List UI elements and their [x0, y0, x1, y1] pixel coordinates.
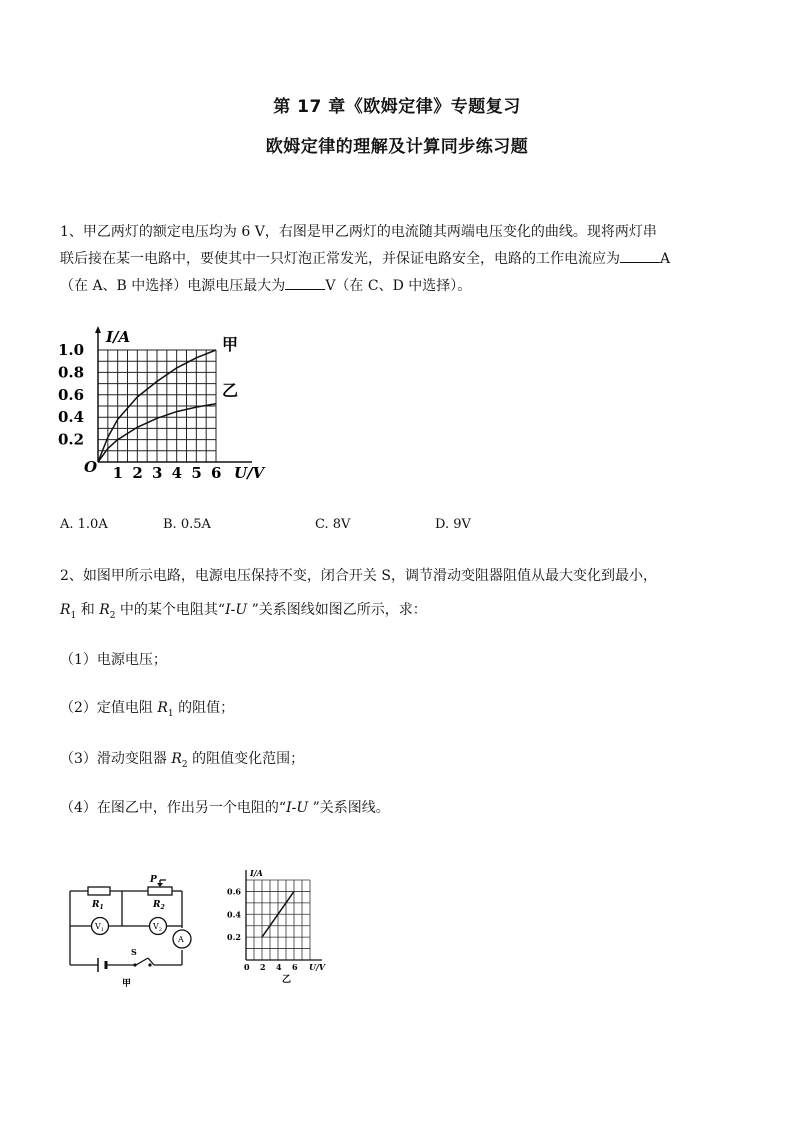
x-tick-label: 4: [276, 962, 282, 972]
label-a: A: [178, 935, 184, 944]
label-s: S: [131, 947, 137, 957]
q2-line-2: $R_1$ 和 $R_2$ 中的某个电阻其“I-U ”关系图线如图乙所示，求：: [60, 602, 427, 621]
q1-line-3: （在 A、B 中选择）电源电压最大为 V（在 C、D 中选择）。: [60, 273, 740, 300]
y-tick-label: 1.0: [58, 341, 85, 359]
y-tick-label: 0.6: [227, 886, 241, 897]
x-tick-label: 4: [171, 464, 183, 482]
y-axis-label: I/A: [106, 328, 131, 346]
y-axis-label: I/A: [250, 868, 263, 878]
page-title: 第 17 章《欧姆定律》专题复习: [273, 97, 521, 117]
y-tick-label: 0.4: [58, 408, 85, 427]
y-tick-label: 0.2: [227, 932, 241, 943]
chart-current-voltage-jia-yi: [56, 322, 296, 482]
q2-sub-2: （2）定值电阻 $R_1$ 的阻值；: [60, 700, 235, 719]
x-tick-label: 2: [132, 464, 143, 482]
y-tick-label: 0.8: [58, 363, 85, 382]
label-p: P: [150, 875, 157, 885]
x-axis-label: U/V: [234, 464, 265, 482]
option-b[interactable]: B. 0.5A: [163, 517, 211, 532]
x-tick-label: 6: [211, 464, 222, 482]
q2-line-1: 2、如图甲所示电路，电源电压保持不变，闭合开关 S，调节滑动变阻器阻值从最大变化到最小，: [60, 568, 657, 584]
answer-blank-2[interactable]: [285, 275, 325, 290]
q1-line-1: 1、甲乙两灯的额定电压均为 6 V，右图是甲乙两灯的电流随其两端电压变化的曲线。现将两灯串: [60, 224, 657, 240]
option-d[interactable]: D. 9V: [435, 517, 471, 532]
label-v1: $V_1$: [95, 922, 104, 933]
label-r1: $R_1$: [92, 900, 104, 911]
x-axis-label: U/V: [309, 962, 326, 972]
option-c[interactable]: C. 8V: [315, 517, 351, 532]
y-tick-label: 0.2: [58, 430, 85, 449]
x-tick-label: 1: [112, 464, 124, 482]
page-subtitle: 欧姆定律的理解及计算同步练习题: [265, 137, 529, 157]
q2-sub-1: （1）电源电压；: [60, 652, 167, 668]
r2-rheostat: [148, 887, 172, 895]
option-a[interactable]: A. 1.0A: [60, 517, 108, 532]
x-tick-label: 5: [191, 464, 202, 482]
circuit-caption: 甲: [122, 979, 132, 989]
chart-caption: 乙: [282, 975, 292, 985]
series-label-1: 甲: [222, 335, 239, 354]
question-1: [60, 219, 740, 300]
origin-label: O: [84, 458, 98, 476]
q1-line-2: 联后接在某一电路中，要使其中一只灯泡正常发光，并保证电路安全，电路的工作电流应为 A: [60, 246, 740, 273]
label-r2: $R_2$: [153, 900, 165, 911]
x-tick-label: 3: [152, 464, 163, 482]
x-tick-label: 0: [244, 962, 250, 972]
y-axis-arrow: [95, 326, 101, 333]
chart-iu-graph-yi: [226, 864, 356, 994]
series-label-2: 乙: [222, 380, 239, 400]
answer-blank-1[interactable]: [620, 248, 660, 263]
y-tick-label: 0.4: [227, 909, 241, 920]
x-tick-label: 2: [260, 962, 266, 972]
r1-resistor: [88, 887, 110, 895]
label-v2: $V_2$: [153, 922, 162, 933]
y-tick-label: 0.6: [58, 385, 85, 404]
circuit-diagram: [62, 862, 192, 992]
q2-sub-4: （4）在图乙中，作出另一个电阻的“I-U ”关系图线。: [60, 800, 390, 816]
q2-sub-3: （3）滑动变阻器 $R_2$ 的阻值变化范围；: [60, 751, 305, 770]
x-tick-label: 6: [292, 962, 298, 972]
